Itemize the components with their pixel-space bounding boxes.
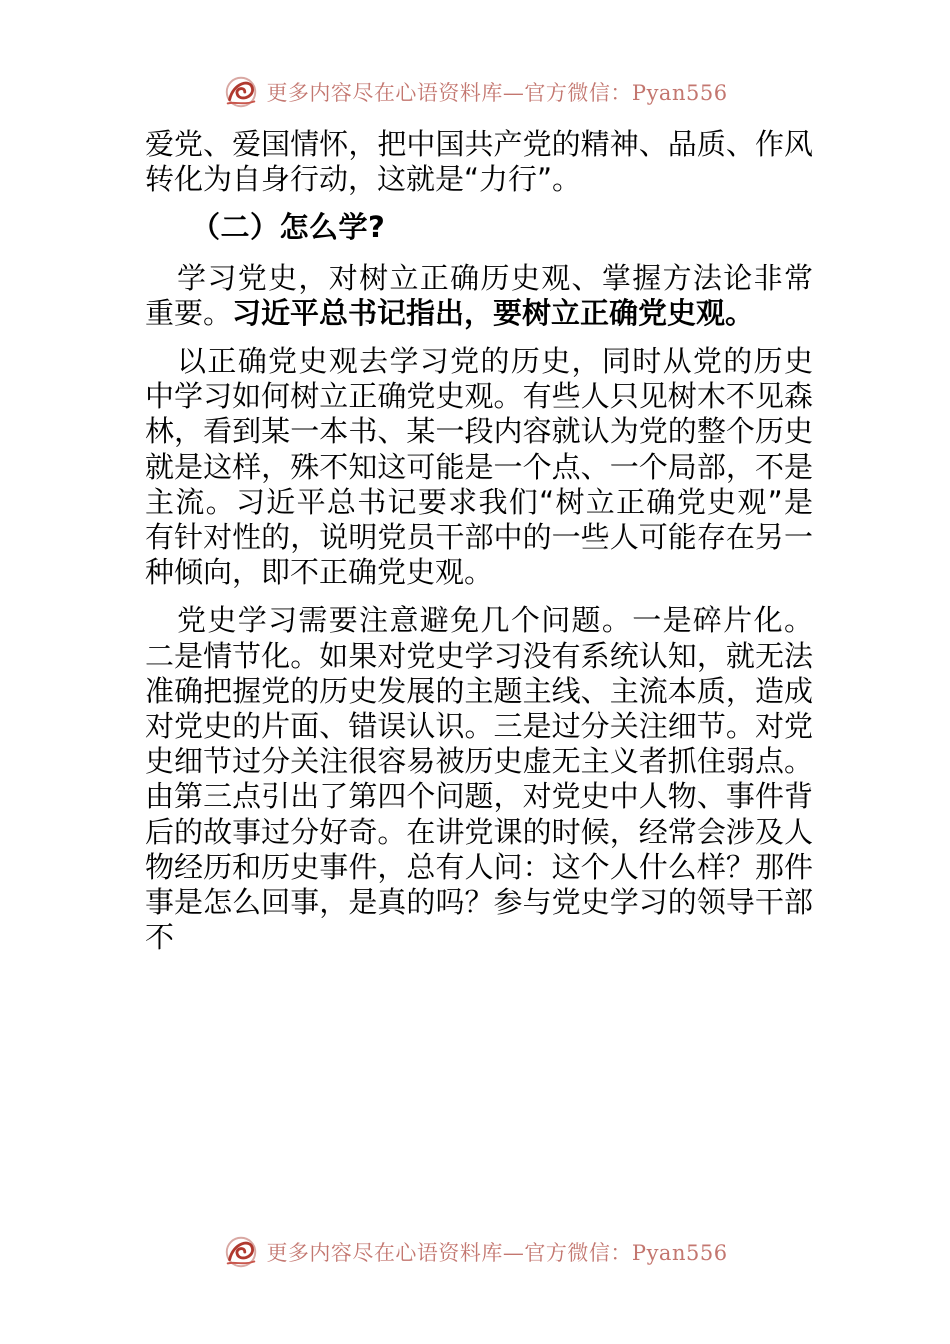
paragraph-text: 学习党史，对树立正确历史观、掌握方法论非常重要。 (145, 260, 813, 330)
paragraph-continuation: 爱党、爱国情怀，把中国共产党的精神、品质、作风转化为自身行动，这就是“力行”。 (145, 127, 813, 197)
paragraph-correct-view: 以正确党史观去学习党的历史，同时从党的历史中学习如何树立正确党史观。有些人只见树木不见森林，看到某一本书、某一段内容就认为党的整个历史就是这样，殊不知这可能是一个点、一个局部，不是主流。习近平总书记要求我们“树立正确党史观”是有针对性的，说明党员干部中的一些人可能存在另一种倾向，即不正确党史观。 (145, 344, 813, 590)
section-heading: （二）怎么学? (191, 210, 386, 245)
paragraph-problems: 党史学习需要注意避免几个问题。一是碎片化。二是情节化。如果对党史学习没有系统认知，就无法准确把握党的历史发展的主题主线、主流本质，造成对党史的片面、错误认识。三是过分关注细节。对党史细节过分关注很容易被历史虚无主义者抓住弱点。由第三点引出了第四个问题，对党史中人物、事件背后的故事过分好奇。在讲党课的时候，经常会涉及人物经历和历史事件，总有人问：这个人什么样？那件事是怎么回事，是真的吗？参与党史学习的领导干部不 (145, 603, 813, 955)
document-body (145, 127, 813, 955)
bold-quote: 习近平总书记指出，要树立正确党史观。 (232, 295, 755, 330)
swirl-logo-icon (222, 1233, 260, 1271)
footer-watermark (0, 1230, 950, 1274)
paragraph-importance (145, 261, 813, 331)
header-watermark (0, 70, 950, 114)
watermark-text: 更多内容尽在心语资料库—官方微信：Pyan556 (266, 81, 728, 105)
watermark-text: 更多内容尽在心语资料库—官方微信：Pyan556 (266, 1241, 728, 1265)
swirl-logo-icon (222, 73, 260, 111)
